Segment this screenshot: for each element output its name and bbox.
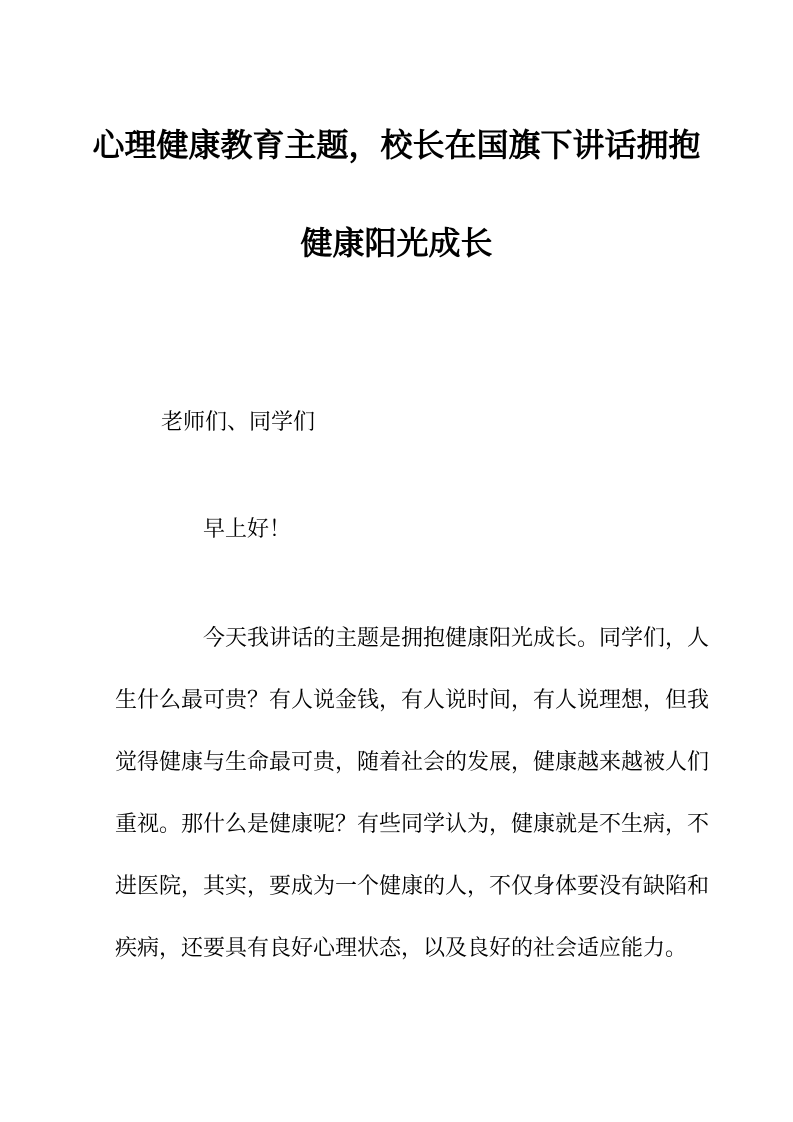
- paragraph-line-3: 觉得健康与生命最可贵，随着社会的发展，健康越来越被人们: [115, 749, 710, 774]
- paragraph-line-6: 疾病，还要具有良好心理状态，以及良好的社会适应能力。: [115, 935, 688, 960]
- paragraph-line-5: 进医院，其实，要成为一个健康的人，不仅身体要没有缺陷和: [115, 873, 710, 898]
- document-title-line-1: 心理健康教育主题，校长在国旗下讲话拥抱: [92, 127, 701, 163]
- paragraph-line-1: 今天我讲话的主题是拥抱健康阳光成长。同学们，人: [203, 625, 710, 650]
- salutation-line: 老师们、同学们: [161, 409, 316, 434]
- greeting-line: 早上好！: [203, 516, 292, 541]
- paragraph-line-4: 重视。那什么是健康呢？有些同学认为，健康就是不生病，不: [115, 811, 710, 836]
- paragraph-line-2: 生什么最可贵？有人说金钱，有人说时间，有人说理想，但我: [115, 687, 710, 712]
- document-title-line-2: 健康阳光成长: [300, 225, 493, 261]
